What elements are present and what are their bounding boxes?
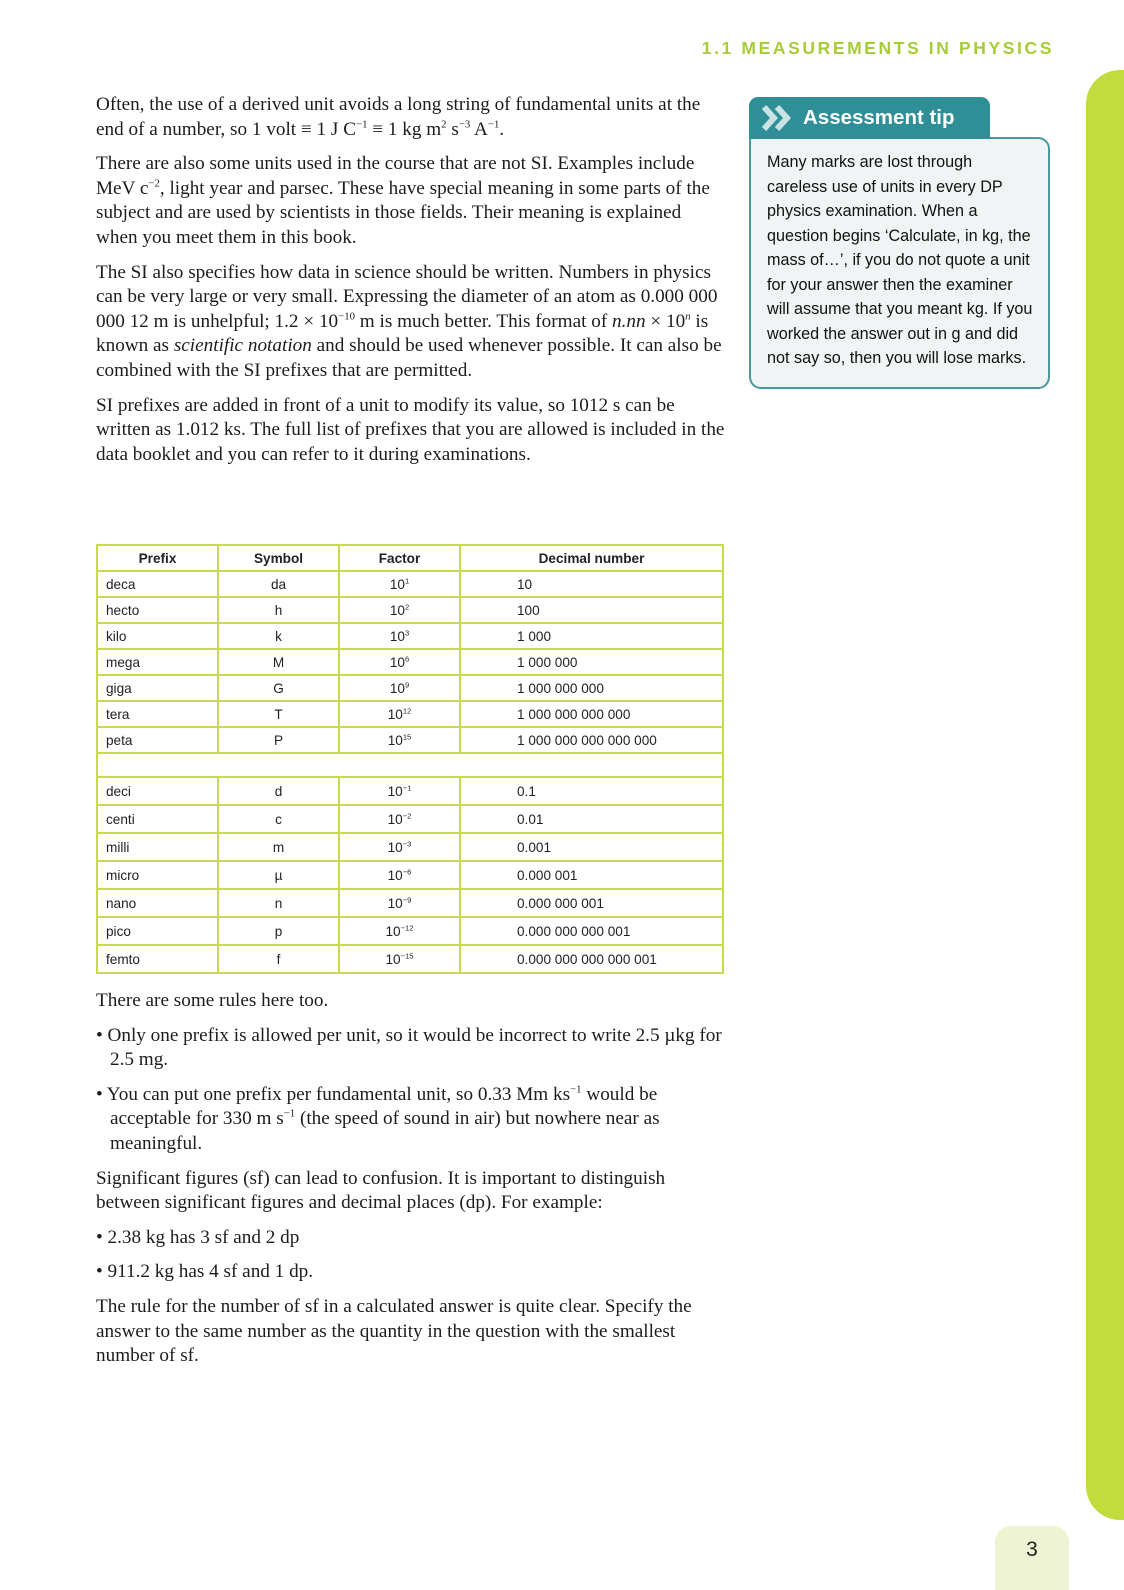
table-cell: T — [218, 701, 339, 727]
column-header: Decimal number — [460, 545, 723, 571]
column-header: Factor — [339, 545, 460, 571]
table-cell: $10^9$ — [339, 675, 460, 701]
rule-bullet: • Only one prefix is allowed per unit, so it would be incorrect to write 2.5 µkg for 2.5 mg. — [96, 1024, 722, 1071]
paragraph-si-prefixes: SI prefixes are added in front of a unit to modify its value, so 1012 s can be written as 1.012 ks. The full list of prefixes that you are allowed is included in the data booklet and you can refer to it during examinations. — [96, 394, 725, 465]
paragraph-sf-rule: The rule for the number of sf in a calculated answer is quite clear. Specify the answer to the same number as the quantity in the question with the smallest number of sf. — [96, 1295, 692, 1367]
main-text-top — [96, 93, 726, 477]
table-cell: kilo — [97, 623, 218, 649]
table-cell: giga — [97, 675, 218, 701]
table-row — [97, 945, 723, 973]
assessment-tip-body: Many marks are lost through careless use of units in every DP physics examination. When a question begins ‘Calculate, in kg, the mass of…’, if you do not quote a unit for your answer then the examiner will assume that you meant kg. If you worked the answer out in g and did not say so, then you will lose marks. — [749, 137, 1050, 389]
table-cell: da — [218, 571, 339, 597]
table-cell: k — [218, 623, 339, 649]
table-cell: milli — [97, 833, 218, 861]
table-cell: n — [218, 889, 339, 917]
table-cell: deci — [97, 777, 218, 805]
table-row — [97, 777, 723, 805]
section-header: 1.1 MEASUREMENTS IN PHYSICS — [701, 38, 1054, 58]
rules-intro: There are some rules here too. — [96, 990, 329, 1011]
table-spacer-cell — [97, 753, 723, 777]
table-cell: P — [218, 727, 339, 753]
table-cell: 0.000 000 000 001 — [460, 917, 723, 945]
table-cell: $10^{-9}$ — [339, 889, 460, 917]
example-bullet: • 2.38 kg has 3 sf and 2 dp — [96, 1226, 300, 1248]
table-header-row — [97, 545, 723, 571]
table-row — [97, 917, 723, 945]
page-number: 3 — [995, 1526, 1069, 1590]
table-cell: 100 — [460, 597, 723, 623]
table-cell: G — [218, 675, 339, 701]
paragraph-non-si-units: There are also some units used in the course that are not SI. Examples include MeV $c^{-2}$, light year and parsec. These have special meaning in some parts of the subject and are used by scientists in those fields. Their meaning is explained when you meet them in this book. — [96, 153, 710, 248]
table-row — [97, 727, 723, 753]
paragraph-scientific-notation: The SI also specifies how data in science should be written. Numbers in physics can be very large or very small. Expressing the diameter of an atom as 0.000 000 000 12 m is unhelpful; $1.2 \times 10^{-10}$ m is much better. This format of $n.nn \times 10^n$ is known as scientific notation and should be used whenever possible. It can also be combined with the SI prefixes that are permitted. — [96, 261, 722, 381]
table-cell: 1 000 000 000 000 000 — [460, 727, 723, 753]
table-cell: centi — [97, 805, 218, 833]
table-row — [97, 649, 723, 675]
table-row — [97, 597, 723, 623]
table-row — [97, 701, 723, 727]
double-chevron-icon — [761, 105, 793, 131]
table-cell: $10^{-2}$ — [339, 805, 460, 833]
main-text-bottom — [96, 989, 726, 1379]
table-cell: nano — [97, 889, 218, 917]
table-row — [97, 571, 723, 597]
table-row — [97, 623, 723, 649]
table-cell: $10^{-12}$ — [339, 917, 460, 945]
table-cell: 0.000 000 000 000 001 — [460, 945, 723, 973]
si-prefix-table — [96, 544, 724, 974]
table-cell: $10^3$ — [339, 623, 460, 649]
paragraph-derived-units: Often, the use of a derived unit avoids a long string of fundamental units at the end of a number, so 1 volt ≡ 1 J $C^{-1} \equiv 1$ kg $m^2$ $s^{-3}$ $A^{-1}$. — [96, 94, 701, 140]
rule-bullet: • You can put one prefix per fundamental unit, so 0.33 Mm $ks^{-1}$ would be acceptable for 330 m $s^{-1}$ (the speed of sound in air) but nowhere near as meaningful. — [96, 1083, 660, 1154]
table-cell: d — [218, 777, 339, 805]
chapter-tab — [1086, 70, 1124, 1520]
table-cell: 0.000 000 001 — [460, 889, 723, 917]
table-cell: $10^{-3}$ — [339, 833, 460, 861]
table-spacer-row — [97, 753, 723, 777]
table-row — [97, 861, 723, 889]
table-cell: tera — [97, 701, 218, 727]
table-cell: pico — [97, 917, 218, 945]
table-cell: $10^6$ — [339, 649, 460, 675]
assessment-tip — [749, 97, 1050, 389]
table-cell: 1 000 000 000 000 — [460, 701, 723, 727]
table-cell: $10^{-15}$ — [339, 945, 460, 973]
table-cell: 0.1 — [460, 777, 723, 805]
table-cell: 1 000 000 000 — [460, 675, 723, 701]
table-cell: p — [218, 917, 339, 945]
table-cell: 0.01 — [460, 805, 723, 833]
table-cell: 0.001 — [460, 833, 723, 861]
table-cell: 0.000 001 — [460, 861, 723, 889]
table-cell: $10^{12}$ — [339, 701, 460, 727]
table-cell: M — [218, 649, 339, 675]
table-cell: 1 000 — [460, 623, 723, 649]
table-cell: peta — [97, 727, 218, 753]
table-cell: femto — [97, 945, 218, 973]
paragraph-significant-figures: Significant figures (sf) can lead to confusion. It is important to distinguish between significant figures and decimal places (dp). For example: — [96, 1167, 666, 1214]
table-cell: h — [218, 597, 339, 623]
table-cell: mega — [97, 649, 218, 675]
table-cell: m — [218, 833, 339, 861]
table-cell: $10^{15}$ — [339, 727, 460, 753]
table-cell: $10^2$ — [339, 597, 460, 623]
table-cell: deca — [97, 571, 218, 597]
table-cell: µ — [218, 861, 339, 889]
table-cell: $10^{-6}$ — [339, 861, 460, 889]
table-cell: 1 000 000 — [460, 649, 723, 675]
table-cell: 10 — [460, 571, 723, 597]
table-cell: c — [218, 805, 339, 833]
assessment-tip-title: Assessment tip — [803, 106, 955, 129]
table-cell: $10^1$ — [339, 571, 460, 597]
column-header: Symbol — [218, 545, 339, 571]
table-cell: f — [218, 945, 339, 973]
example-bullet: • 911.2 kg has 4 sf and 1 dp. — [96, 1261, 314, 1283]
column-header: Prefix — [97, 545, 218, 571]
table-cell: $10^{-1}$ — [339, 777, 460, 805]
table-row — [97, 833, 723, 861]
table-row — [97, 889, 723, 917]
table-cell: hecto — [97, 597, 218, 623]
table-row — [97, 675, 723, 701]
assessment-tip-header — [749, 97, 990, 139]
table-row — [97, 805, 723, 833]
table-cell: micro — [97, 861, 218, 889]
